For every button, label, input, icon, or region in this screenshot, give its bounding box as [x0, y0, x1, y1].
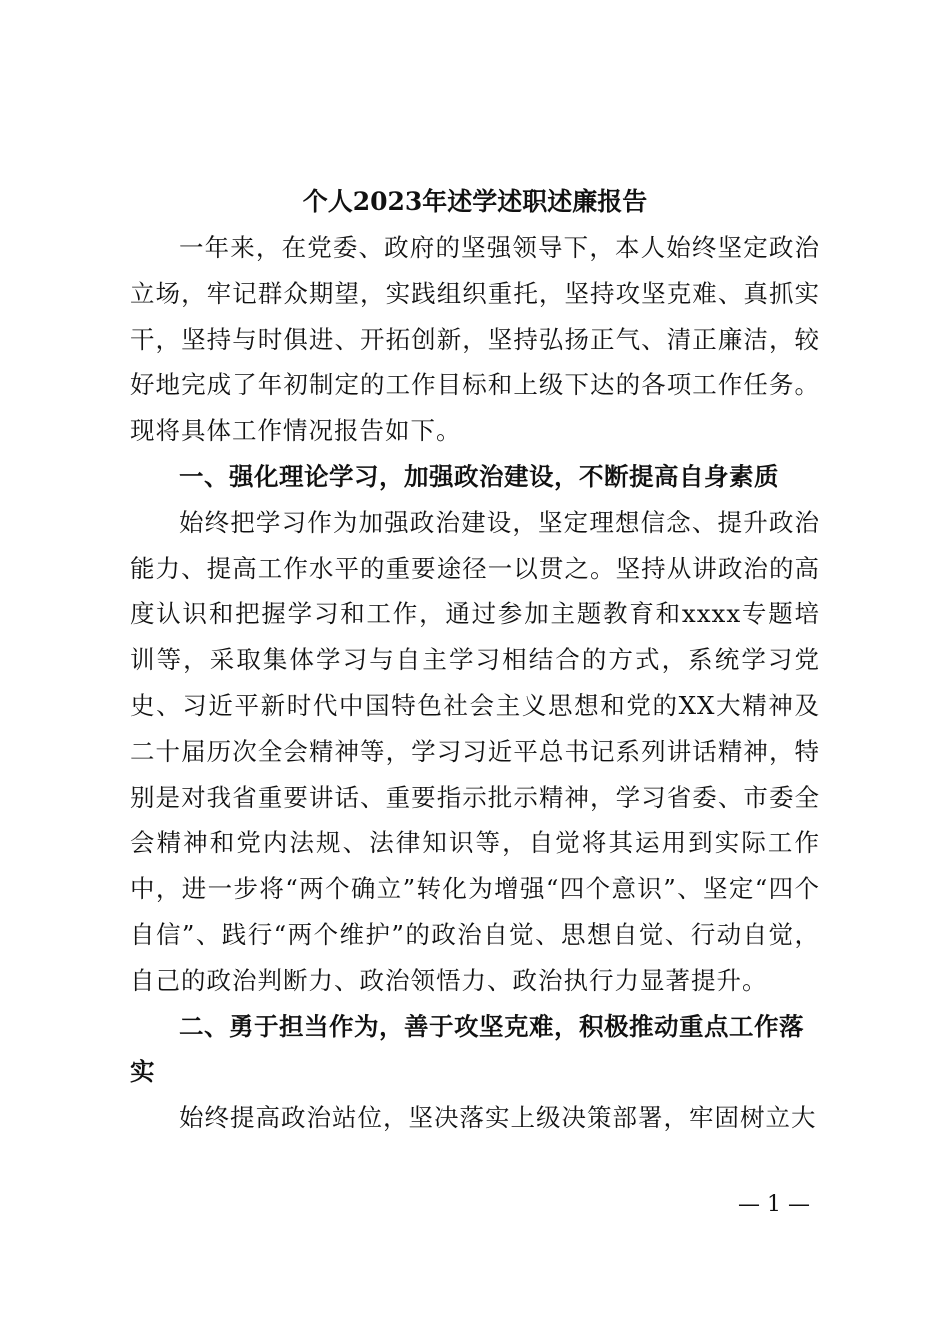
section-2-paragraph: 始终提高政治站位，坚决落实上级决策部署，牢固树立大 — [179, 1103, 817, 1133]
document-title: 个人2023年述学述职述廉报告 — [302, 187, 648, 216]
section-heading-1: 一、强化理论学习，加强政治建设，不断提高自身素质 — [179, 461, 779, 491]
page-number: — 1 — — [738, 1192, 810, 1217]
intro-paragraph: 一年来，在党委、政府的坚强领导下，本人始终坚定政治立场，牢记群众期望，实践组织重托，坚持攻坚克难、真抓实干，坚持与时俱进、开拓创新，坚持弘扬正气、清正廉洁，较好地完成了年初制定的工作目标和上级下达的各项工作任务。现将具体工作情况报告如下。 — [130, 233, 820, 446]
section-1-paragraph: 始终把学习作为加强政治建设，坚定理想信念、提升政治能力、提高工作水平的重要途径一以贯之。坚持从讲政治的高度认识和把握学习和工作，通过参加主题教育和xxxx专题培训等，采取集体学习与自主学习相结合的方式，系统学习党史、习近平新时代中国特色社会主义思想和党的XX大精神及二十届历次全会精神等，学习习近平总书记系列讲话精神，特别是对我省重要讲话、重要指示批示精神，学习省委、市委全会精神和党内法规、法律知识等，自觉将其运用到实际工作中，进一步将“两个确立”转化为增强“四个意识”、坚定“四个自信”、践行“两个维护”的政治自觉、思想自觉、行动自觉，自己的政治判断力、政治领悟力、政治执行力显著提升。 — [130, 507, 820, 995]
section-heading-2: 二、勇于担当作为，善于攻坚克难，积极推动重点工作落实 — [130, 1011, 804, 1087]
document-body — [130, 225, 820, 1141]
